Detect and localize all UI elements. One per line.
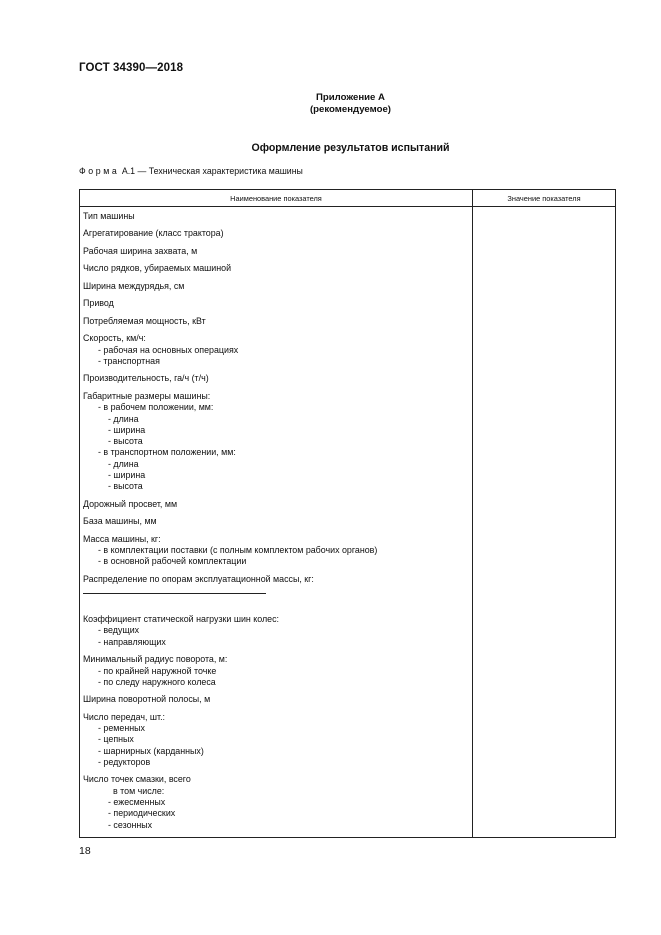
appendix-subtitle: (рекомендуемое): [309, 104, 391, 115]
indicator-line: Ширина поворотной полосы, м: [83, 694, 211, 705]
indicator-line: Агрегатирование (класс трактора): [83, 228, 224, 239]
indicator-line: - ширина: [108, 424, 146, 435]
indicator-line: Тип машины: [83, 211, 135, 221]
list-item: [83, 263, 468, 274]
indicator-line: - периодических: [108, 808, 176, 819]
indicator-line: Масса машины, кг:: [83, 533, 161, 544]
indicator-line: Число точек смазки, всего: [83, 774, 191, 785]
indicator-line: - по следу наружного колеса: [98, 676, 216, 687]
section-title: Оформление результатов испытаний: [251, 142, 450, 154]
indicator-line: База машины, мм: [83, 516, 157, 527]
indicator-line: Скорость, км/ч:: [83, 333, 146, 344]
indicator-line: Производительность, га/ч (т/ч): [83, 373, 209, 384]
col-header-indicator-name: Наименование показателя: [80, 190, 473, 207]
form-caption: [79, 166, 303, 176]
indicator-line: Габаритные размеры машины:: [83, 390, 211, 401]
indicator-line: - по крайней наружной точке: [98, 665, 217, 676]
indicator-line: - в рабочем положении, мм:: [98, 402, 214, 413]
list-item: [83, 694, 468, 705]
appendix-title: Приложение А: [316, 92, 385, 103]
indicator-line: - направляющих: [98, 636, 166, 647]
table-body-row: [80, 207, 616, 838]
page-number: 18: [79, 845, 91, 857]
indicator-line: Потребляемая мощность, кВт: [83, 315, 206, 326]
list-item: [83, 228, 468, 239]
indicator-line: - в транспортном положении, мм:: [98, 447, 236, 458]
list-item: [83, 391, 468, 493]
indicator-line: Коэффициент статической нагрузки шин колес:: [83, 614, 280, 625]
blank-fill-line: [83, 593, 266, 594]
indicator-line: - высота: [108, 436, 143, 447]
col-header-indicator-value: Значение показателя: [473, 190, 616, 207]
list-item: [83, 373, 468, 384]
indicator-line: - ведущих: [98, 625, 140, 636]
indicator-names-cell: [80, 207, 473, 838]
indicator-line: Число рядков, убираемых машиной: [83, 263, 232, 274]
indicator-line: Рабочая ширина захвата, м: [83, 245, 198, 256]
list-item: [83, 316, 468, 327]
list-item: [83, 298, 468, 309]
list-item: [83, 516, 468, 527]
list-item: [83, 712, 468, 768]
list-item: [83, 333, 468, 367]
list-item: [83, 614, 468, 648]
indicator-line: Дорожный просвет, мм: [83, 498, 178, 509]
list-item: [83, 654, 468, 688]
indicator-line: Ширина междурядья, см: [83, 280, 185, 291]
form-caption-prefix: Форма: [79, 166, 120, 176]
list-item: [83, 774, 468, 830]
list-item: [83, 499, 468, 510]
indicator-line: Привод: [83, 298, 114, 309]
list-item: [83, 211, 468, 222]
indicator-line: - ежесменных: [108, 797, 166, 808]
indicator-line: - в комплектации поставки (с полным комплектом рабочих органов): [98, 545, 378, 556]
indicator-list: [80, 207, 472, 831]
indicator-line: - ширина: [108, 470, 146, 481]
table-header-row: [80, 190, 616, 207]
indicator-line: - сезонных: [108, 819, 153, 830]
indicator-line: - в основной рабочей комплектации: [98, 556, 247, 567]
indicator-line: - рабочая на основных операциях: [98, 344, 239, 355]
standard-designation: ГОСТ 34390—2018: [79, 62, 184, 74]
indicator-line: Минимальный радиус поворота, м:: [83, 654, 228, 665]
indicator-line: - транспортная: [98, 355, 160, 366]
indicator-line: Число передач, шт.:: [83, 711, 166, 722]
indicator-line: - редукторов: [98, 756, 151, 767]
list-item: [83, 246, 468, 257]
list-item: [83, 574, 468, 594]
indicators-table: [79, 189, 616, 838]
list-item: [83, 534, 468, 568]
indicator-line: - длина: [108, 413, 139, 424]
form-caption-text: А.1 — Техническая характеристика машины: [119, 166, 303, 176]
list-item: [83, 281, 468, 292]
indicator-line: - цепных: [98, 734, 134, 745]
indicator-line: - высота: [108, 481, 143, 492]
indicator-line: в том числе:: [113, 785, 165, 796]
indicator-line: Распределение по опорам эксплуатационной массы, кг:: [83, 573, 314, 584]
indicator-line: - длина: [108, 458, 139, 469]
indicator-values-cell: [473, 207, 616, 838]
indicator-line: - ременных: [98, 723, 145, 734]
indicator-line: - шарнирных (карданных): [98, 745, 204, 756]
